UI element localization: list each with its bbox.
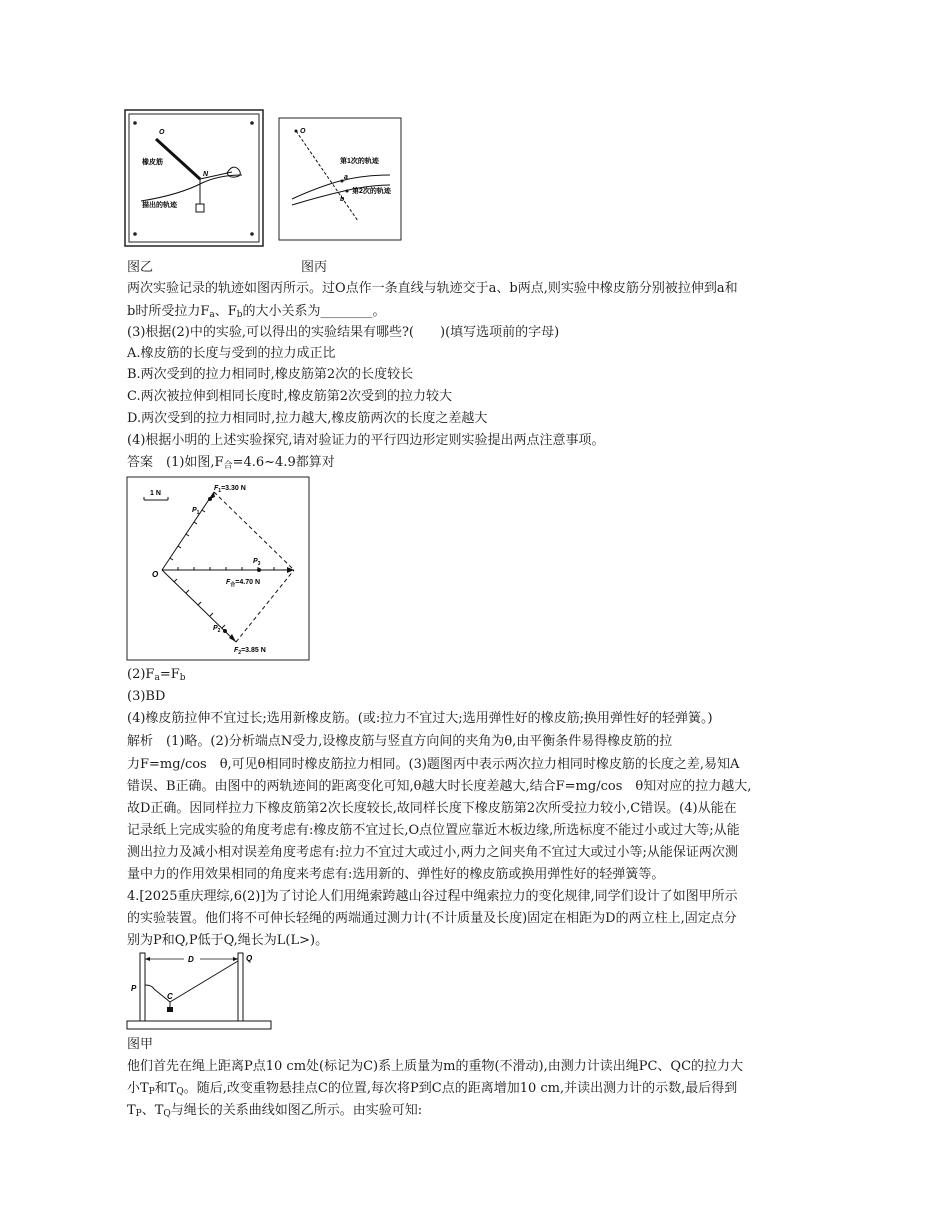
answer-head: 答案 (1)如图$,F_合=4.6\sim 4.9$都算对 [127,455,335,471]
problem4-cont-line-3: $T_P$、$T_Q$与绳长的关系曲线如图乙所示。由实验可知: [127,1103,423,1119]
figure-yi [124,109,264,247]
label-P3: $P_3$ [253,558,261,567]
answer-3: (3)BD [127,689,166,704]
q3-option-b: B.两次受到的拉力相同时,橡皮筋第2次的长度较长 [127,367,414,382]
label-a: a [344,174,348,181]
figure-caption-bing: 图丙 [301,260,328,275]
label-O: O [152,570,159,579]
analysis-line-5: 记录纸上完成实验的角度考虑有:橡皮筋不宜过长,O点位置应靠近木板边缘,所选标度不能过小或过大等;从能 [127,823,740,838]
analysis-line-4: 故D正确。因同样拉力下橡皮筋第2次长度较长,故同样长度下橡皮筋第2次所受拉力较小,C错误。(4)从能在 [127,801,737,816]
q3-option-a: A.橡皮筋的长度与受到的拉力成正比 [127,346,336,361]
q2-line-2: b时所受拉力$F_a$、$F_b$的大小关系为________。 [127,304,386,320]
label-O: O [300,128,306,135]
problem4-line-1: 4.[2025重庆理综,6(2)]为了讨论人们用绳索跨越山谷过程中绳索拉力的变化规律,同学们设计了如图甲所示 [127,889,738,904]
q3-stem: (3)根据(2)中的实验,可以得出的实验结果有哪些?( )(填写选项前的字母) [127,325,560,340]
label-O: O [159,129,165,136]
label-P1: $P_1$ [192,507,200,516]
label-track2: 第2次的轨迹 [352,188,391,195]
label-F-resultant: $F_合=4.70$ N [226,579,261,588]
analysis-line-6: 测出拉力及减小相对误差角度考虑有:拉力不宜过大或过小,两力之间夹角不宜过大或过小等;从能保证两次测 [127,845,738,860]
label-P2: $P_2$ [213,625,221,634]
label-F1: $F_1=3.30$ N [214,485,246,494]
figure-caption-jia: 图甲 [127,1037,154,1052]
q3-option-c: C.两次被拉伸到相同长度时,橡皮筋第2次受到的拉力较大 [127,389,453,404]
problem4-line-2: 的实验装置。他们将不可伸长轻绳的两端通过测力计(不计质量及长度)固定在相距为D的两立柱上,固定点分 [127,911,737,926]
label-P: P [131,984,137,993]
problem4-cont-line-2: 小$T_P$和$T_Q$。随后,改变重物悬挂点C的位置,每次将P到C点的距离增加10 cm,并读出测力计的示数,最后得到 [127,1081,738,1097]
figure-caption-yi: 图乙 [127,260,154,275]
figure-bing [278,117,402,241]
scale-label: 1 N [150,490,161,497]
analysis-line-7: 量中力的作用效果相同的角度来考虑有:选用新的、弹性好的橡皮筋或换用弹性好的轻弹簧等。 [127,867,665,882]
q3-option-d: D.两次受到的拉力相同时,拉力越大,橡皮筋两次的长度之差越大 [127,411,488,426]
label-F2: $F_2=3.85$ N [234,647,266,656]
force-diagram [126,476,310,661]
label-rubber-band: 橡皮筋 [142,159,163,166]
label-drawn-track: 描出的轨迹 [142,202,177,209]
answer-4: (4)橡皮筋拉伸不宜过长;选用新橡皮筋。(或:拉力不宜过大;选用弹性好的橡皮筋;换用弹性好的轻弹簧。) [127,711,713,726]
label-N: N [203,171,209,178]
answer-2: $(2)F_a=F_b$ [127,667,186,683]
figure-jia [126,949,274,1031]
problem4-cont-line-1: 他们首先在绳上距离P点10 cm处(标记为C)系上质量为m的重物(不滑动),由测力计读出绳PC、QC的拉力大 [127,1059,744,1074]
q4-stem: (4)根据小明的上述实验探究,请对验证力的平行四边形定则实验提出两点注意事项。 [127,433,605,448]
label-C: C [167,992,173,1001]
label-D: D [188,955,194,964]
analysis-line-3: 错误、B正确。由图中的两轨迹间的距离变化可知,θ越大时长度差越大,结合F=mg/cos θ知对应的拉力越大, [127,779,752,794]
label-Q: Q [246,954,253,963]
analysis-line-1: 解析 (1)略。(2)分析端点N受力,设橡皮筋与竖直方向间的夹角为θ,由平衡条件易得橡皮筋的拉 [127,734,673,749]
q2-line-1: 两次实验记录的轨迹如图丙所示。过O点作一条直线与轨迹交于a、b两点,则实验中橡皮筋分别被拉伸到a和 [127,281,738,296]
analysis-line-2: 力F=mg/cos θ,可见θ相同时橡皮筋拉力相同。(3)题图丙中表示两次拉力相同时橡皮筋的长度之差,易知A [127,757,740,772]
problem4-line-3: 别为P和Q,P低于Q,绳长为L(L>)。 [127,933,329,948]
label-b: b [340,196,345,203]
label-track1: 第1次的轨迹 [340,158,379,165]
